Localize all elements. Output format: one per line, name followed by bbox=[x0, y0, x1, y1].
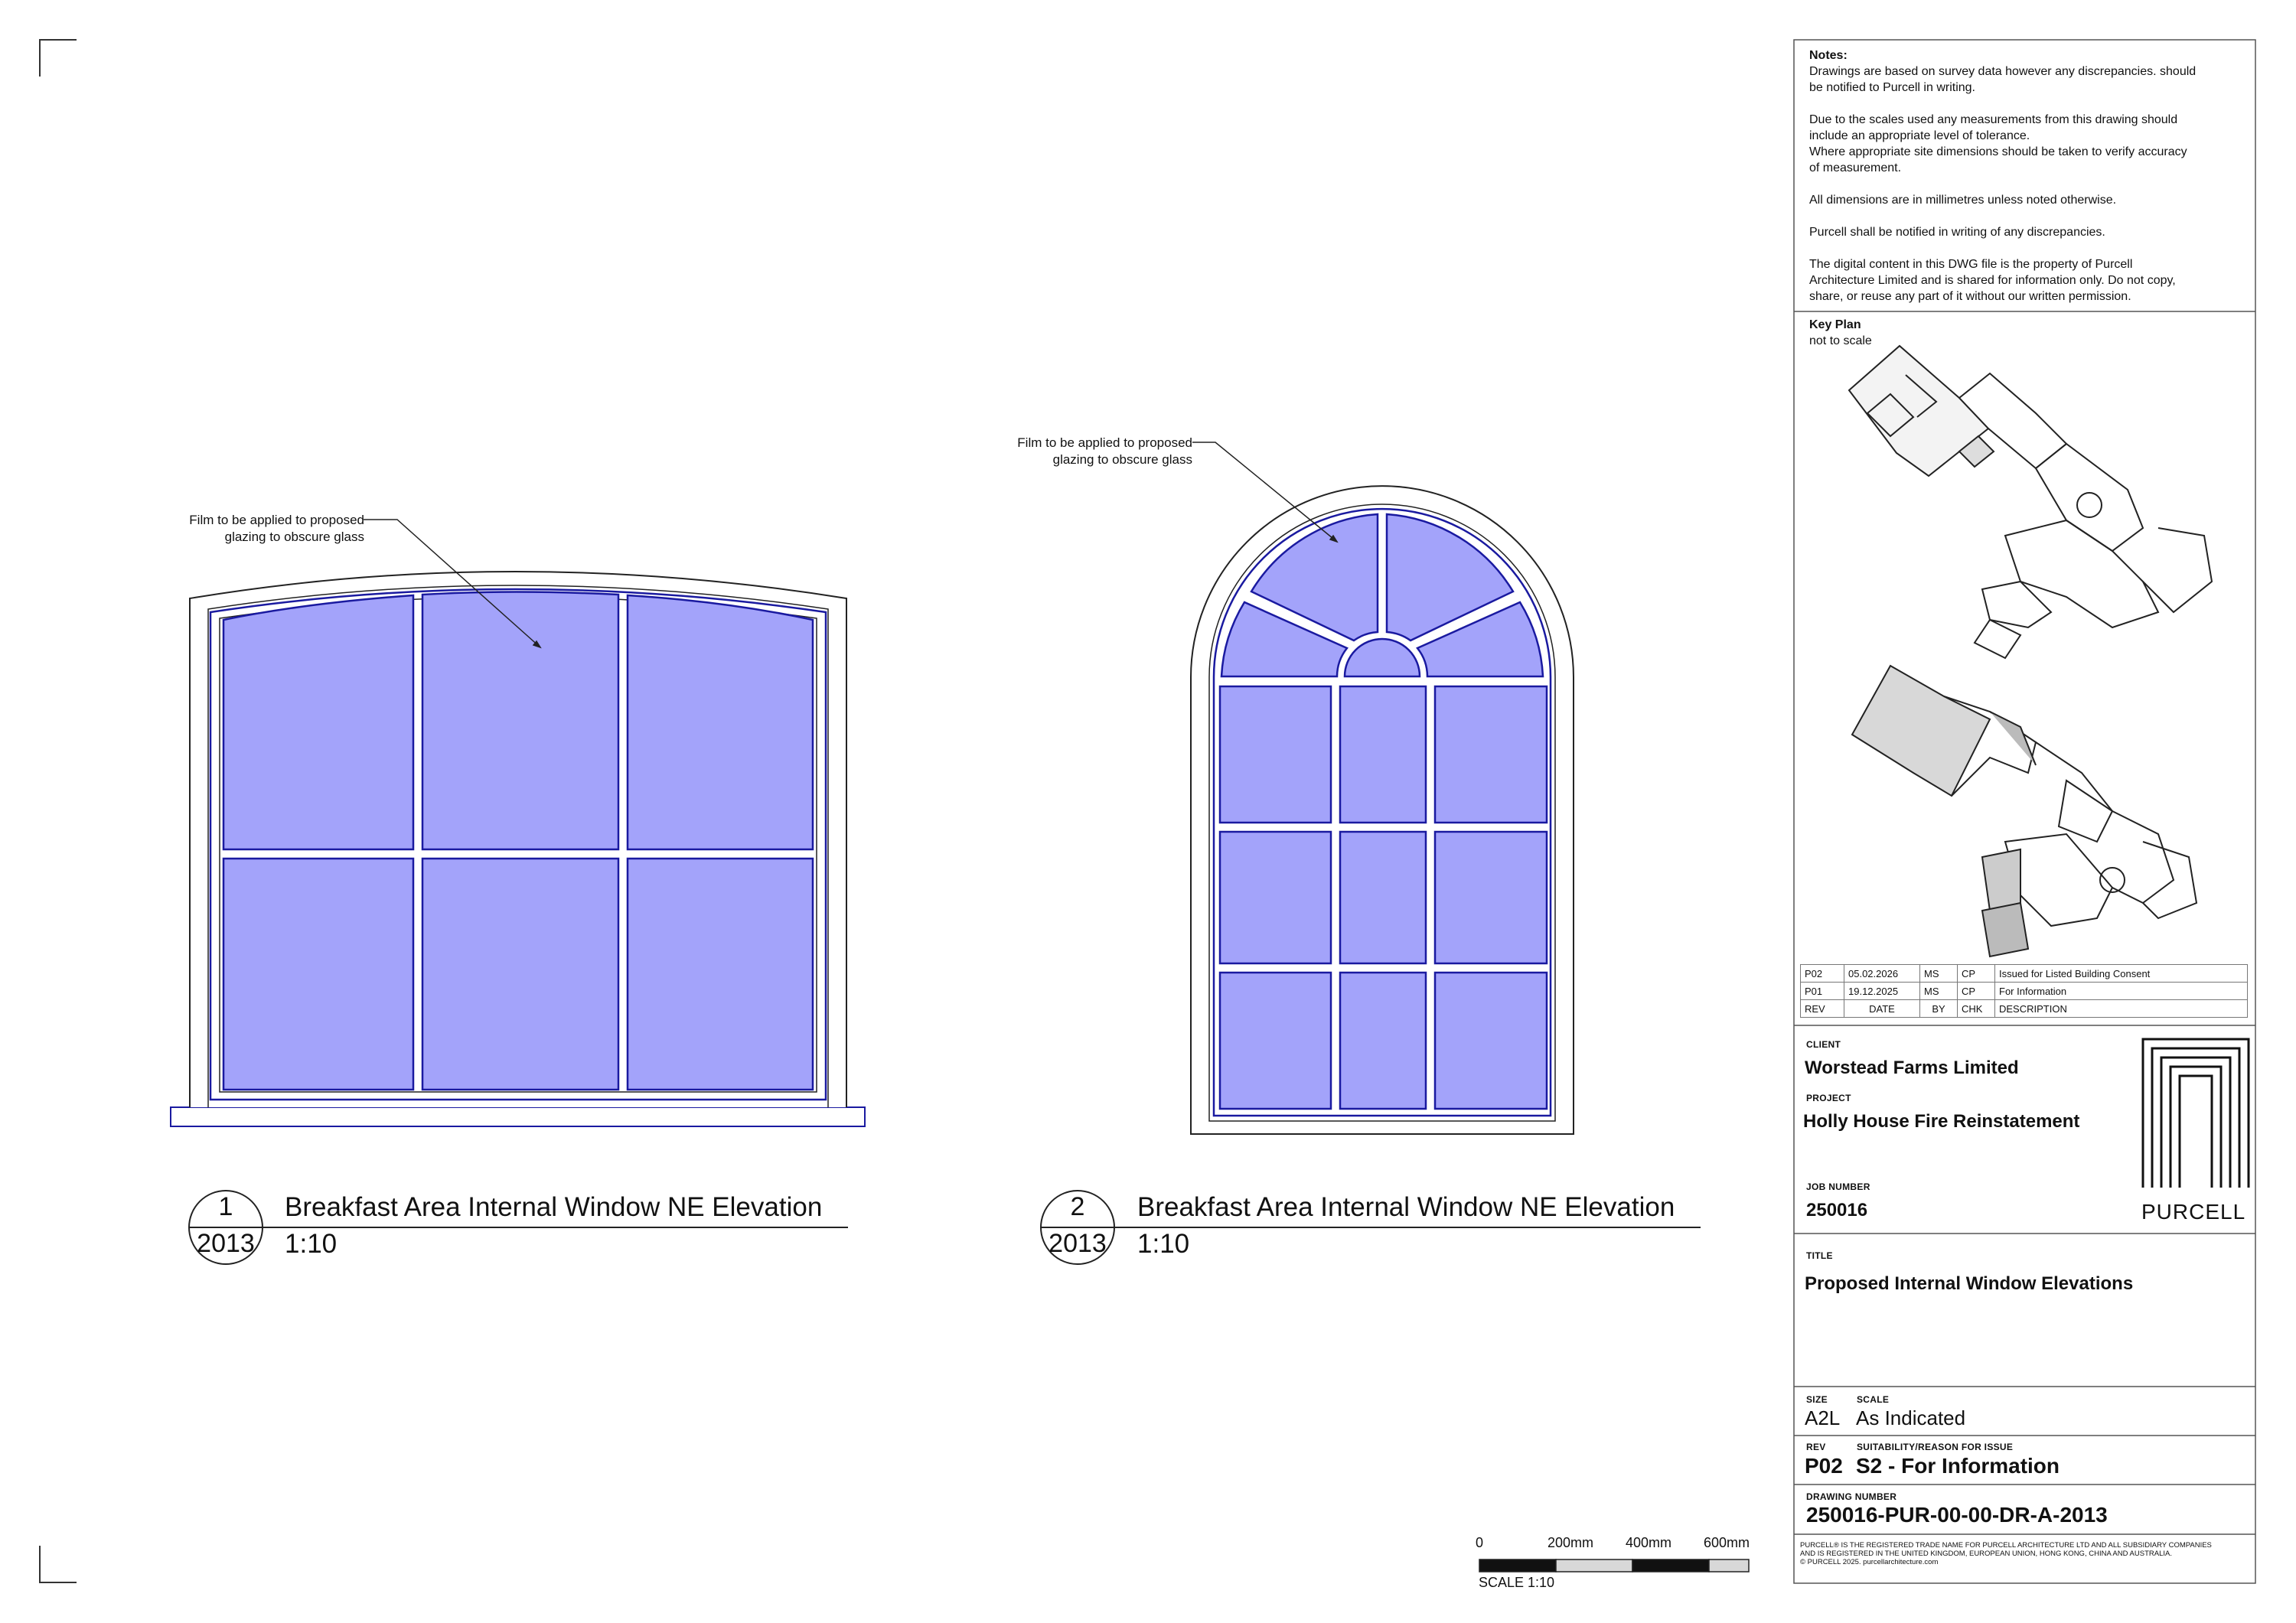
title-label: TITLE bbox=[1806, 1250, 1833, 1261]
window-2-elevation bbox=[1191, 486, 1574, 1134]
window-1-pane bbox=[223, 859, 413, 1090]
notes-line: The digital content in this DWG file is the property of Purcell bbox=[1809, 258, 2133, 271]
notes-line bbox=[1809, 96, 2245, 112]
purcell-logo-text: PURCELL bbox=[2141, 1200, 2246, 1224]
notes-line: share, or reuse any part of it without our written permission. bbox=[1809, 290, 2131, 303]
view-2-annotation: Film to be applied to proposed glazing to obscure glass bbox=[1017, 435, 1192, 467]
scale-bar bbox=[1479, 1559, 1749, 1572]
window-1-pane bbox=[628, 859, 813, 1090]
notes-line: Due to the scales used any measurements from this drawing should bbox=[1809, 113, 2178, 126]
notes-line: Purcell shall be notified in writing of any discrepancies. bbox=[1809, 226, 2105, 239]
drawing-scale: As Indicated bbox=[1856, 1406, 1966, 1429]
client-name: Worstead Farms Limited bbox=[1805, 1058, 2019, 1078]
drawing-number-label: DRAWING NUMBER bbox=[1806, 1491, 1897, 1502]
key-plan-caption bbox=[1809, 317, 1872, 349]
notes-heading: Notes: bbox=[1809, 49, 1848, 62]
view-2-sheet-ref: 2013 bbox=[1049, 1229, 1107, 1258]
job-number: 250016 bbox=[1806, 1200, 1868, 1221]
scale-bar-label: SCALE 1:10 bbox=[1479, 1575, 1555, 1590]
notes-line: All dimensions are in millimetres unless noted otherwise. bbox=[1809, 194, 2117, 207]
window-2-pane bbox=[1435, 832, 1547, 963]
legal-notice: PURCELL® IS THE REGISTERED TRADE NAME FOR PURCELL ARCHITECTURE LTD AND ALL SUBSIDIARY COMPANIES AND IS REGISTERED IN THE UNITED KINGDOM, EUROPEAN UNION, HONG KONG, CHINA AND AUSTRALIA. © PURCELL 2025. purcellarchitecture.com bbox=[1800, 1541, 2212, 1566]
window-2-pane bbox=[1435, 686, 1547, 823]
sheet-size: A2L bbox=[1805, 1406, 1841, 1429]
revision-row: P01 19.12.2025 MS CP For Information bbox=[1801, 983, 2248, 1000]
revision-row: P02 05.02.2026 MS CP Issued for Listed Building Consent bbox=[1801, 965, 2248, 983]
window-1-pane bbox=[422, 592, 618, 850]
view-1-number: 1 bbox=[218, 1192, 233, 1221]
view-2-title: Breakfast Area Internal Window NE Elevation bbox=[1137, 1192, 1675, 1222]
notes-line bbox=[1809, 240, 2245, 256]
crop-marks bbox=[40, 40, 77, 1582]
window-1-sill bbox=[171, 1107, 865, 1126]
purcell-logo-mark bbox=[2143, 1039, 2249, 1188]
notes-line: Where appropriate site dimensions should be taken to verify accuracy bbox=[1809, 145, 2187, 158]
suitability-value: S2 - For Information bbox=[1856, 1454, 2060, 1478]
scale-label: SCALE bbox=[1857, 1394, 1890, 1405]
view-1-scale: 1:10 bbox=[285, 1229, 338, 1259]
key-plan-title: Key Plan bbox=[1809, 318, 1861, 331]
notes-line: Drawings are based on survey data however any discrepancies. should bbox=[1809, 65, 2197, 78]
scale-bar-tick-600: 600mm bbox=[1704, 1535, 1750, 1550]
view-1-annotation: Film to be applied to proposed glazing to obscure glass bbox=[189, 513, 364, 544]
view-1-sheet-ref: 2013 bbox=[197, 1229, 255, 1258]
window-2-pane bbox=[1340, 686, 1426, 823]
size-label: SIZE bbox=[1806, 1394, 1828, 1405]
window-2-pane bbox=[1340, 973, 1426, 1109]
notes-line bbox=[1809, 208, 2245, 224]
notes-line: include an appropriate level of tolerance. bbox=[1809, 129, 2030, 142]
scale-bar-tick-200: 200mm bbox=[1548, 1535, 1594, 1550]
window-2-pane bbox=[1220, 686, 1331, 823]
scale-bar-tick-0: 0 bbox=[1476, 1535, 1484, 1550]
revision-table bbox=[1800, 964, 2248, 1018]
key-plan-subtitle: not to scale bbox=[1809, 334, 1872, 347]
drawing-title: Proposed Internal Window Elevations bbox=[1805, 1273, 2134, 1294]
window-2-pane bbox=[1435, 973, 1547, 1109]
job-number-label: JOB NUMBER bbox=[1806, 1181, 1870, 1192]
client-label: CLIENT bbox=[1806, 1039, 1841, 1050]
window-2-pane bbox=[1340, 832, 1426, 963]
suitability-label: SUITABILITY/REASON FOR ISSUE bbox=[1857, 1442, 2014, 1452]
notes-line: Architecture Limited and is shared for information only. Do not copy, bbox=[1809, 274, 2176, 287]
notes-panel bbox=[1809, 47, 2245, 305]
view-1-title: Breakfast Area Internal Window NE Elevation bbox=[285, 1192, 823, 1222]
project-name: Holly House Fire Reinstatement bbox=[1803, 1111, 2080, 1132]
drawing-number: 250016-PUR-00-00-DR-A-2013 bbox=[1806, 1503, 2108, 1527]
view-2-number: 2 bbox=[1070, 1192, 1085, 1221]
revision-header-row: REV DATE BY CHK DESCRIPTION bbox=[1801, 1000, 2248, 1018]
rev-label: REV bbox=[1806, 1442, 1826, 1452]
window-2-pane bbox=[1220, 832, 1331, 963]
current-revision: P02 bbox=[1805, 1454, 1843, 1478]
window-1-pane bbox=[422, 859, 618, 1090]
scale-bar-tick-400: 400mm bbox=[1626, 1535, 1672, 1550]
key-plan-drawing bbox=[1849, 346, 2212, 957]
window-1-pane bbox=[628, 595, 813, 849]
window-1-pane bbox=[223, 595, 413, 849]
view-2-scale: 1:10 bbox=[1137, 1229, 1190, 1259]
notes-line bbox=[1809, 176, 2245, 192]
window-1-elevation bbox=[171, 572, 865, 1126]
notes-line: be notified to Purcell in writing. bbox=[1809, 81, 1975, 94]
project-label: PROJECT bbox=[1806, 1093, 1851, 1103]
notes-line: of measurement. bbox=[1809, 161, 1902, 174]
window-2-pane bbox=[1220, 973, 1331, 1109]
